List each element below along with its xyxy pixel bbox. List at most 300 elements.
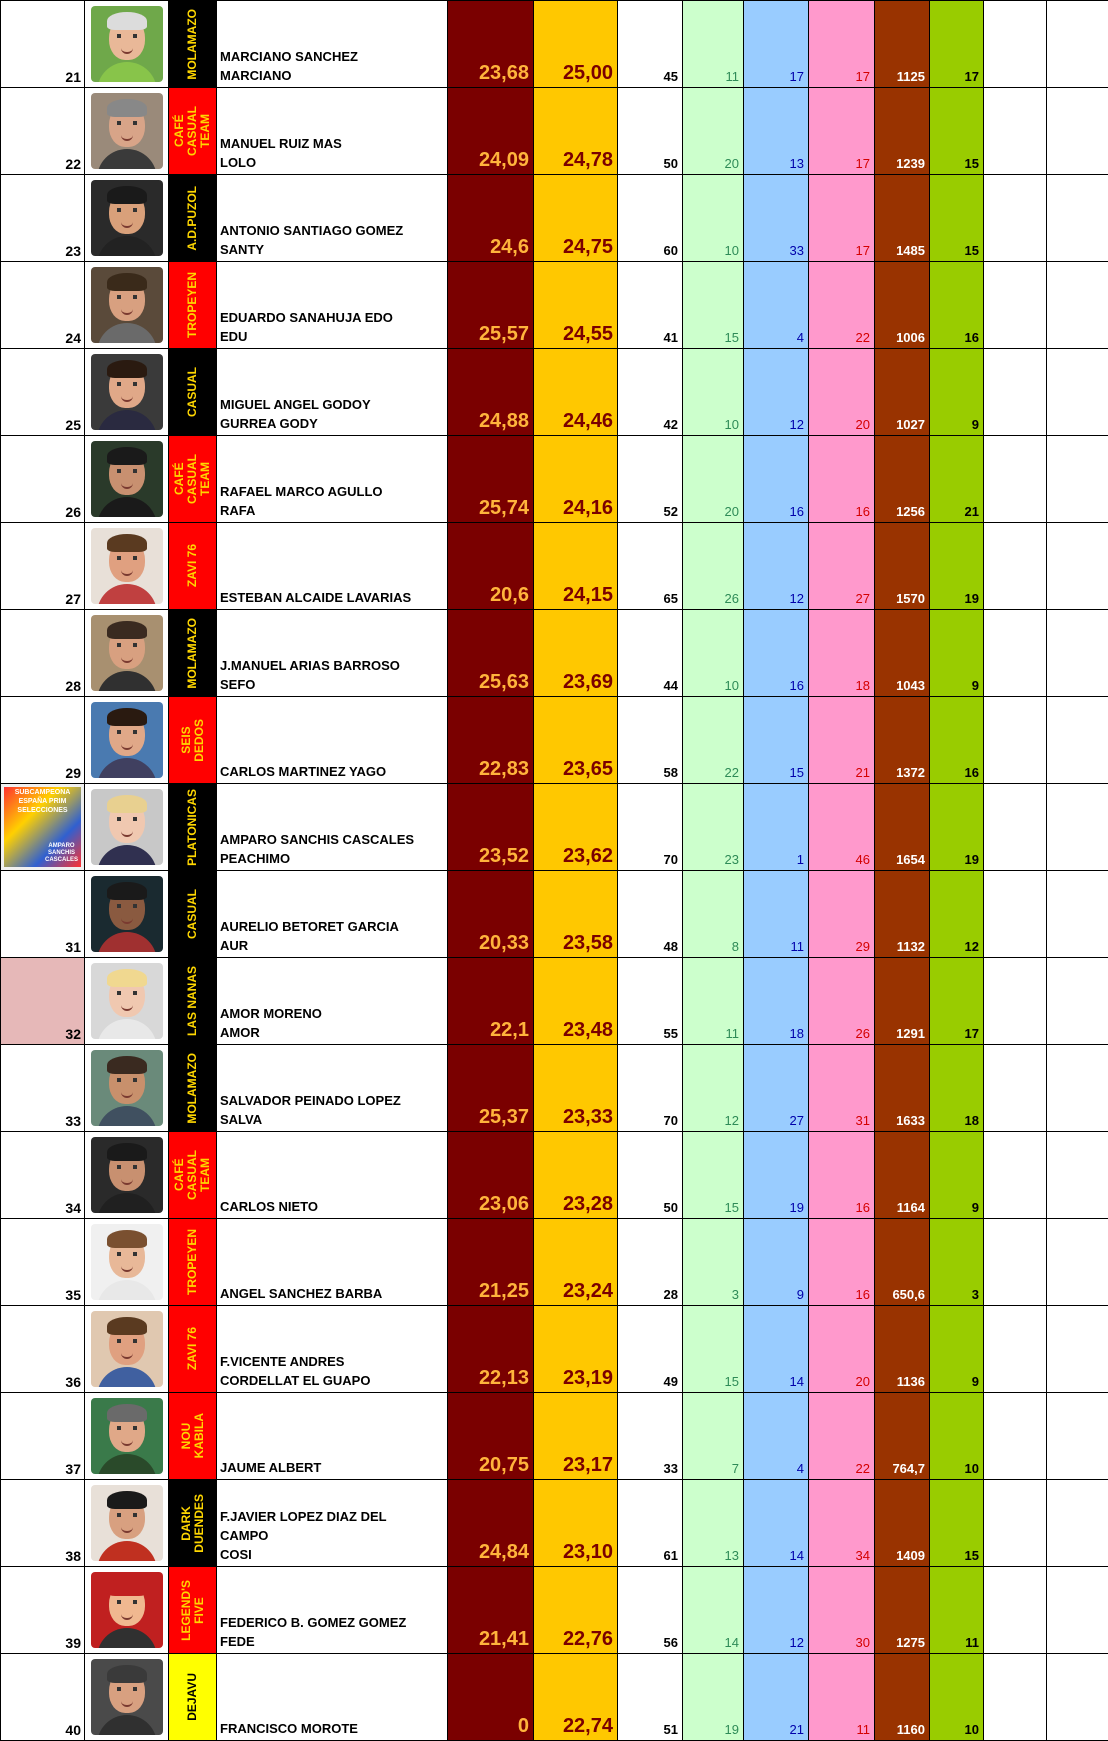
shirt-shape xyxy=(97,1715,157,1735)
empty-cell xyxy=(984,1480,1047,1567)
table-row xyxy=(1,436,1108,523)
average-1: 25,63 xyxy=(448,610,534,697)
shirt-shape xyxy=(97,410,157,430)
eyes-shape xyxy=(117,1165,137,1169)
stat-5: 1136 xyxy=(875,1306,930,1393)
stat-1: 49 xyxy=(618,1306,683,1393)
average-1: 20,33 xyxy=(448,871,534,958)
avatar-photo xyxy=(91,615,163,691)
average-1: 24,6 xyxy=(448,175,534,262)
empty-cell xyxy=(984,262,1047,349)
avatar-photo xyxy=(91,702,163,778)
empty-cell xyxy=(1047,784,1108,871)
stat-6: 10 xyxy=(930,1393,984,1480)
eyes-shape xyxy=(117,1078,137,1082)
table-row xyxy=(1,1,1108,88)
player-name: ANTONIO SANTIAGO GOMEZ SANTY xyxy=(217,175,448,262)
shirt-shape xyxy=(97,1628,157,1648)
avatar-photo xyxy=(91,1224,163,1300)
empty-cell xyxy=(1047,1567,1108,1654)
rank-cell: 40 xyxy=(1,1654,85,1741)
stat-1: 28 xyxy=(618,1219,683,1306)
player-name: J.MANUEL ARIAS BARROSO SEFO xyxy=(217,610,448,697)
stat-4: 17 xyxy=(809,1,875,88)
hair-shape xyxy=(107,1665,147,1683)
stat-1: 45 xyxy=(618,1,683,88)
stat-1: 50 xyxy=(618,88,683,175)
player-photo-cell xyxy=(85,871,169,958)
team-name: DARK DUENDES xyxy=(180,1494,206,1553)
average-1: 0 xyxy=(448,1654,534,1741)
stat-6: 9 xyxy=(930,610,984,697)
stat-4: 46 xyxy=(809,784,875,871)
player-name: SALVADOR PEINADO LOPEZ SALVA xyxy=(217,1045,448,1132)
hair-shape xyxy=(107,1317,147,1335)
shirt-shape xyxy=(97,236,157,256)
stat-4: 31 xyxy=(809,1045,875,1132)
table-row xyxy=(1,175,1108,262)
stat-1: 70 xyxy=(618,1045,683,1132)
team-badge xyxy=(169,871,217,958)
eyes-shape xyxy=(117,121,137,125)
stat-2: 23 xyxy=(683,784,744,871)
stat-2: 13 xyxy=(683,1480,744,1567)
player-photo-cell xyxy=(85,1480,169,1567)
average-2: 24,55 xyxy=(534,262,618,349)
empty-cell xyxy=(984,175,1047,262)
stat-2: 19 xyxy=(683,1654,744,1741)
average-1: 20,6 xyxy=(448,523,534,610)
empty-cell xyxy=(984,784,1047,871)
stat-2: 20 xyxy=(683,88,744,175)
stat-6: 19 xyxy=(930,523,984,610)
stat-4: 16 xyxy=(809,436,875,523)
team-badge xyxy=(169,436,217,523)
stat-5: 1291 xyxy=(875,958,930,1045)
average-2: 24,78 xyxy=(534,88,618,175)
stat-3: 17 xyxy=(744,1,809,88)
table-row xyxy=(1,1567,1108,1654)
shirt-shape xyxy=(97,1019,157,1039)
stat-5: 1132 xyxy=(875,871,930,958)
empty-cell xyxy=(1047,958,1108,1045)
avatar-photo xyxy=(91,789,163,865)
average-2: 23,48 xyxy=(534,958,618,1045)
stat-6: 12 xyxy=(930,871,984,958)
stat-1: 55 xyxy=(618,958,683,1045)
empty-cell xyxy=(1047,1306,1108,1393)
team-badge xyxy=(169,697,217,784)
avatar-photo xyxy=(91,441,163,517)
avatar-photo xyxy=(91,354,163,430)
hair-shape xyxy=(107,1056,147,1074)
stat-3: 14 xyxy=(744,1306,809,1393)
team-name: TROPEYEN xyxy=(186,1229,199,1295)
hair-shape xyxy=(107,795,147,813)
stat-6: 3 xyxy=(930,1219,984,1306)
stat-2: 8 xyxy=(683,871,744,958)
stat-3: 16 xyxy=(744,436,809,523)
empty-cell xyxy=(1047,88,1108,175)
average-2: 25,00 xyxy=(534,1,618,88)
average-2: 24,46 xyxy=(534,349,618,436)
team-badge xyxy=(169,1219,217,1306)
player-name: JAUME ALBERT xyxy=(217,1393,448,1480)
stat-2: 26 xyxy=(683,523,744,610)
hair-shape xyxy=(107,360,147,378)
empty-cell xyxy=(984,610,1047,697)
empty-cell xyxy=(984,349,1047,436)
stat-2: 3 xyxy=(683,1219,744,1306)
average-1: 22,83 xyxy=(448,697,534,784)
stat-4: 34 xyxy=(809,1480,875,1567)
empty-cell xyxy=(984,1393,1047,1480)
table-row xyxy=(1,1393,1108,1480)
stat-1: 65 xyxy=(618,523,683,610)
table-row xyxy=(1,871,1108,958)
team-badge xyxy=(169,958,217,1045)
average-2: 22,76 xyxy=(534,1567,618,1654)
stat-6: 10 xyxy=(930,1654,984,1741)
empty-cell xyxy=(1047,610,1108,697)
player-name: MIGUEL ANGEL GODOY GURREA GODY xyxy=(217,349,448,436)
stat-2: 15 xyxy=(683,1132,744,1219)
player-name: RAFAEL MARCO AGULLO RAFA xyxy=(217,436,448,523)
average-1: 24,88 xyxy=(448,349,534,436)
stat-1: 51 xyxy=(618,1654,683,1741)
team-name: ZAVI 76 xyxy=(186,544,199,587)
empty-cell xyxy=(1047,1219,1108,1306)
eyes-shape xyxy=(117,1600,137,1604)
average-1: 23,06 xyxy=(448,1132,534,1219)
team-badge xyxy=(169,1567,217,1654)
player-photo-cell xyxy=(85,436,169,523)
player-name: F.VICENTE ANDRES CORDELLAT EL GUAPO xyxy=(217,1306,448,1393)
shirt-shape xyxy=(97,1280,157,1300)
avatar-photo xyxy=(91,6,163,82)
rank-cell: 39 xyxy=(1,1567,85,1654)
empty-cell xyxy=(984,1,1047,88)
team-badge xyxy=(169,1132,217,1219)
stat-5: 764,7 xyxy=(875,1393,930,1480)
player-photo-cell xyxy=(85,610,169,697)
empty-cell xyxy=(1047,175,1108,262)
stat-1: 44 xyxy=(618,610,683,697)
hair-shape xyxy=(107,99,147,117)
table-row xyxy=(1,523,1108,610)
avatar-photo xyxy=(91,267,163,343)
team-name: MOLAMAZO xyxy=(186,618,199,689)
eyes-shape xyxy=(117,382,137,386)
stat-2: 22 xyxy=(683,697,744,784)
empty-cell xyxy=(1047,1132,1108,1219)
team-badge xyxy=(169,175,217,262)
stat-4: 17 xyxy=(809,175,875,262)
team-name: A.D.PUZOL xyxy=(186,186,199,251)
player-name: ANGEL SANCHEZ BARBA xyxy=(217,1219,448,1306)
stat-5: 1239 xyxy=(875,88,930,175)
empty-cell xyxy=(984,1567,1047,1654)
avatar-photo xyxy=(91,1572,163,1648)
player-name: CARLOS NIETO xyxy=(217,1132,448,1219)
average-2: 23,33 xyxy=(534,1045,618,1132)
stat-1: 48 xyxy=(618,871,683,958)
player-photo-cell xyxy=(85,1,169,88)
average-1: 25,37 xyxy=(448,1045,534,1132)
stat-6: 15 xyxy=(930,1480,984,1567)
player-photo-cell xyxy=(85,523,169,610)
eyes-shape xyxy=(117,817,137,821)
rank-cell: 26 xyxy=(1,436,85,523)
stat-5: 1256 xyxy=(875,436,930,523)
team-name: CAFÉ CASUAL TEAM xyxy=(173,454,212,504)
stat-3: 4 xyxy=(744,262,809,349)
stat-6: 15 xyxy=(930,175,984,262)
empty-cell xyxy=(1047,871,1108,958)
avatar-photo xyxy=(91,1137,163,1213)
average-2: 22,74 xyxy=(534,1654,618,1741)
player-photo-cell xyxy=(85,1567,169,1654)
avatar-photo xyxy=(91,1398,163,1474)
stat-5: 1372 xyxy=(875,697,930,784)
stat-3: 4 xyxy=(744,1393,809,1480)
stat-4: 26 xyxy=(809,958,875,1045)
average-2: 24,16 xyxy=(534,436,618,523)
stat-5: 1570 xyxy=(875,523,930,610)
stat-3: 18 xyxy=(744,958,809,1045)
stat-4: 22 xyxy=(809,1393,875,1480)
stat-2: 20 xyxy=(683,436,744,523)
team-badge xyxy=(169,610,217,697)
empty-cell xyxy=(1047,1045,1108,1132)
empty-cell xyxy=(984,1654,1047,1741)
rank-cell: 28 xyxy=(1,610,85,697)
team-name: CASUAL xyxy=(186,889,199,939)
rank-cell: 32 xyxy=(1,958,85,1045)
stat-5: 1409 xyxy=(875,1480,930,1567)
ranking-rows xyxy=(1,1,1108,1741)
empty-cell xyxy=(984,1045,1047,1132)
stat-2: 10 xyxy=(683,175,744,262)
stat-5: 1164 xyxy=(875,1132,930,1219)
empty-cell xyxy=(1047,697,1108,784)
rank-cell: 34 xyxy=(1,1132,85,1219)
stat-5: 1043 xyxy=(875,610,930,697)
rank-cell: 29 xyxy=(1,697,85,784)
hair-shape xyxy=(107,447,147,465)
team-name: CASUAL xyxy=(186,367,199,417)
avatar-photo xyxy=(91,1659,163,1735)
rank-cell: 38 xyxy=(1,1480,85,1567)
stat-3: 12 xyxy=(744,349,809,436)
average-1: 21,41 xyxy=(448,1567,534,1654)
player-photo-cell xyxy=(85,1132,169,1219)
average-2: 23,17 xyxy=(534,1393,618,1480)
player-photo-cell xyxy=(85,1219,169,1306)
average-2: 23,69 xyxy=(534,610,618,697)
player-photo-cell xyxy=(85,1393,169,1480)
player-name: MANUEL RUIZ MAS LOLO xyxy=(217,88,448,175)
stat-5: 1006 xyxy=(875,262,930,349)
hair-shape xyxy=(107,969,147,987)
stat-3: 27 xyxy=(744,1045,809,1132)
average-1: 24,84 xyxy=(448,1480,534,1567)
stat-6: 16 xyxy=(930,697,984,784)
average-1: 21,25 xyxy=(448,1219,534,1306)
stat-3: 15 xyxy=(744,697,809,784)
shirt-shape xyxy=(97,671,157,691)
player-name: ESTEBAN ALCAIDE LAVARIAS xyxy=(217,523,448,610)
eyes-shape xyxy=(117,1339,137,1343)
avatar-photo xyxy=(91,528,163,604)
rank-cell: 21 xyxy=(1,1,85,88)
hair-shape xyxy=(107,1404,147,1422)
team-name: SEIS DEDOS xyxy=(180,719,206,762)
hair-shape xyxy=(107,621,147,639)
team-name: LEGEND'S FIVE xyxy=(180,1580,206,1641)
empty-cell xyxy=(1047,436,1108,523)
stat-6: 9 xyxy=(930,1306,984,1393)
player-name: FRANCISCO MOROTE xyxy=(217,1654,448,1741)
table-row xyxy=(1,1132,1108,1219)
stat-2: 10 xyxy=(683,349,744,436)
eyes-shape xyxy=(117,1252,137,1256)
player-photo-cell xyxy=(85,1045,169,1132)
hair-shape xyxy=(107,1230,147,1248)
average-2: 24,75 xyxy=(534,175,618,262)
rank-cell: 22 xyxy=(1,88,85,175)
stat-1: 60 xyxy=(618,175,683,262)
rank-cell: 31 xyxy=(1,871,85,958)
player-photo-cell xyxy=(85,88,169,175)
player-name: EDUARDO SANAHUJA EDO EDU xyxy=(217,262,448,349)
hair-shape xyxy=(107,882,147,900)
shirt-shape xyxy=(97,1193,157,1213)
team-name: LAS NANAS xyxy=(186,966,199,1036)
stat-3: 14 xyxy=(744,1480,809,1567)
avatar-photo xyxy=(91,876,163,952)
stat-4: 22 xyxy=(809,262,875,349)
stat-6: 17 xyxy=(930,1,984,88)
team-badge xyxy=(169,1306,217,1393)
stat-2: 11 xyxy=(683,1,744,88)
empty-cell xyxy=(1047,1654,1108,1741)
player-name: CARLOS MARTINEZ YAGO xyxy=(217,697,448,784)
empty-cell xyxy=(984,1306,1047,1393)
average-1: 22,1 xyxy=(448,958,534,1045)
stat-3: 12 xyxy=(744,523,809,610)
avatar-photo xyxy=(91,1485,163,1561)
stat-3: 1 xyxy=(744,784,809,871)
stat-6: 9 xyxy=(930,1132,984,1219)
empty-cell xyxy=(984,958,1047,1045)
stat-3: 16 xyxy=(744,610,809,697)
stat-2: 10 xyxy=(683,610,744,697)
stat-4: 18 xyxy=(809,610,875,697)
team-badge xyxy=(169,262,217,349)
team-badge xyxy=(169,1393,217,1480)
hair-shape xyxy=(107,534,147,552)
stat-2: 15 xyxy=(683,262,744,349)
stat-3: 13 xyxy=(744,88,809,175)
empty-cell xyxy=(984,871,1047,958)
team-badge xyxy=(169,523,217,610)
stat-3: 19 xyxy=(744,1132,809,1219)
eyes-shape xyxy=(117,730,137,734)
average-1: 23,68 xyxy=(448,1,534,88)
player-photo-cell xyxy=(85,349,169,436)
team-badge xyxy=(169,1045,217,1132)
player-photo-cell xyxy=(85,262,169,349)
stat-2: 14 xyxy=(683,1567,744,1654)
player-name: AMOR MORENO AMOR xyxy=(217,958,448,1045)
empty-cell xyxy=(984,1132,1047,1219)
shirt-shape xyxy=(97,932,157,952)
stat-1: 52 xyxy=(618,436,683,523)
average-1: 22,13 xyxy=(448,1306,534,1393)
eyes-shape xyxy=(117,556,137,560)
stat-6: 17 xyxy=(930,958,984,1045)
average-2: 23,28 xyxy=(534,1132,618,1219)
team-badge xyxy=(169,1654,217,1741)
table-row xyxy=(1,697,1108,784)
empty-cell xyxy=(1047,523,1108,610)
stat-4: 11 xyxy=(809,1654,875,1741)
shirt-shape xyxy=(97,62,157,82)
stat-3: 11 xyxy=(744,871,809,958)
stat-1: 41 xyxy=(618,262,683,349)
stat-4: 17 xyxy=(809,88,875,175)
average-2: 23,65 xyxy=(534,697,618,784)
player-name: F.JAVIER LOPEZ DIAZ DEL CAMPO COSI xyxy=(217,1480,448,1567)
stat-5: 1125 xyxy=(875,1,930,88)
team-name: PLATONICAS xyxy=(186,789,199,866)
hair-shape xyxy=(107,1491,147,1509)
hair-shape xyxy=(107,12,147,30)
eyes-shape xyxy=(117,643,137,647)
eyes-shape xyxy=(117,991,137,995)
stat-4: 30 xyxy=(809,1567,875,1654)
stat-1: 70 xyxy=(618,784,683,871)
stat-3: 9 xyxy=(744,1219,809,1306)
shirt-shape xyxy=(97,845,157,865)
shirt-shape xyxy=(97,584,157,604)
empty-cell xyxy=(984,436,1047,523)
shirt-shape xyxy=(97,497,157,517)
stat-5: 1027 xyxy=(875,349,930,436)
table-row xyxy=(1,1306,1108,1393)
team-poster xyxy=(1,784,85,871)
player-photo-cell xyxy=(85,958,169,1045)
empty-cell xyxy=(1047,1480,1108,1567)
player-photo-cell xyxy=(85,175,169,262)
stat-2: 11 xyxy=(683,958,744,1045)
average-1: 25,74 xyxy=(448,436,534,523)
stat-4: 29 xyxy=(809,871,875,958)
rank-cell: 25 xyxy=(1,349,85,436)
stat-6: 15 xyxy=(930,88,984,175)
team-name: NOU KABILA xyxy=(180,1413,206,1458)
team-badge xyxy=(169,1480,217,1567)
stat-2: 12 xyxy=(683,1045,744,1132)
average-1: 24,09 xyxy=(448,88,534,175)
table-row xyxy=(1,349,1108,436)
stat-2: 7 xyxy=(683,1393,744,1480)
stat-3: 12 xyxy=(744,1567,809,1654)
average-2: 23,19 xyxy=(534,1306,618,1393)
shirt-shape xyxy=(97,1106,157,1126)
shirt-shape xyxy=(97,149,157,169)
